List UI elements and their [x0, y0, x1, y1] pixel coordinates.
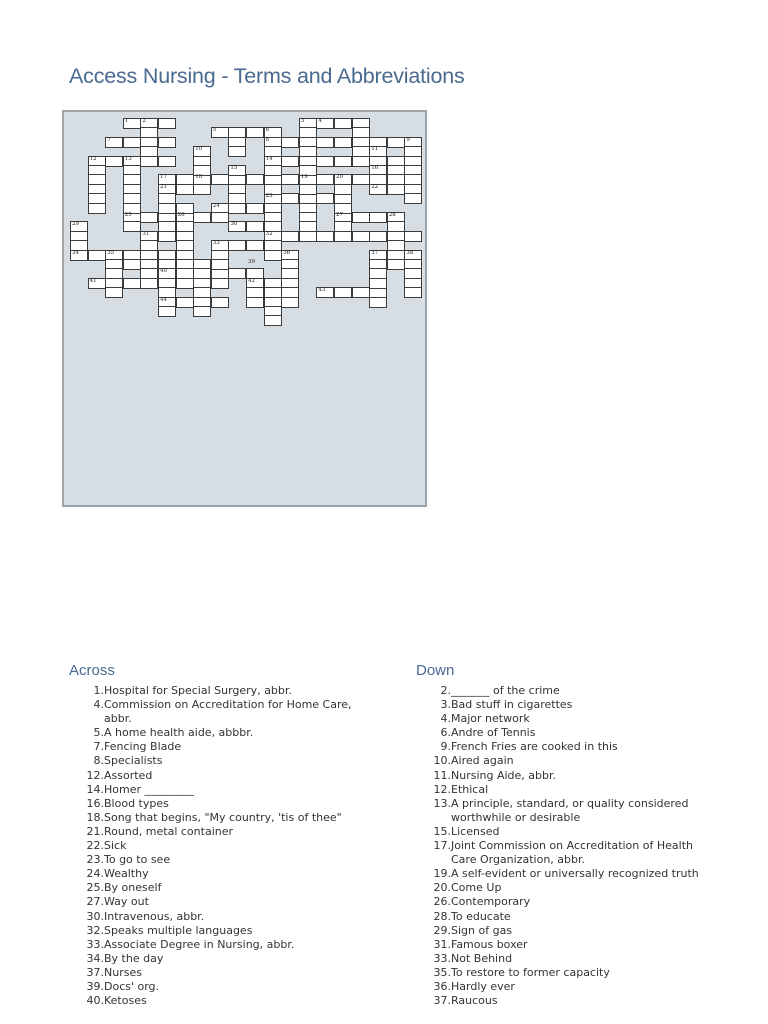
clue-number-label: 3 — [300, 118, 305, 124]
grid-cell[interactable] — [316, 193, 334, 204]
clue-number-label: 20 — [336, 174, 343, 181]
clue-number-label: 16 — [371, 165, 379, 171]
clue-item — [86, 909, 354, 924]
clue-text: Joint Commission on Accreditation of Health Care Organization, abbr. — [451, 839, 693, 867]
clue-number-label: 14 — [265, 155, 273, 162]
grid-cell[interactable] — [369, 146, 387, 157]
grid-cell[interactable] — [264, 250, 282, 261]
grid-cell[interactable] — [352, 287, 370, 298]
clue-number: 11. — [433, 768, 451, 782]
clue-text: Speaks multiple languages — [104, 923, 253, 937]
clue-number-label: 27 — [336, 212, 343, 218]
clue-item — [93, 684, 354, 698]
clue-number: 37. — [433, 994, 451, 1008]
clue-text: Famous boxer — [451, 937, 528, 951]
grid-cell[interactable] — [211, 174, 229, 185]
clue-item — [433, 923, 701, 938]
clue-text: Specialists — [104, 754, 163, 768]
clue-number-label: 19 — [300, 174, 308, 181]
clue-item — [86, 782, 354, 797]
grid-cell[interactable] — [387, 184, 405, 195]
clue-number: 12. — [433, 782, 451, 796]
clue-number: 18. — [86, 810, 104, 824]
clue-item — [93, 754, 354, 768]
grid-cell[interactable] — [334, 221, 352, 232]
grid-cell[interactable] — [176, 278, 194, 289]
clue-item — [433, 754, 701, 768]
clue-item — [433, 768, 701, 783]
clue-item — [86, 796, 354, 811]
grid-cell[interactable] — [334, 231, 352, 242]
grid-cell[interactable] — [70, 250, 88, 261]
grid-cell[interactable] — [123, 118, 141, 129]
clue-text: Ethical — [451, 782, 489, 796]
grid-cell[interactable] — [316, 287, 334, 298]
clue-text: To restore to former capacity — [451, 965, 610, 979]
clue-item — [433, 867, 701, 881]
clue-number: 28. — [433, 909, 451, 923]
clue-number: 37. — [86, 965, 104, 979]
clue-item — [433, 839, 701, 867]
clue-number-label: 43 — [318, 287, 326, 294]
clue-number-label: 41 — [89, 277, 97, 284]
clue-text: Hardly ever — [451, 979, 515, 993]
clue-item — [433, 895, 701, 909]
grid-cell[interactable] — [334, 137, 352, 148]
clue-number-label: 6 — [265, 127, 270, 134]
grid-cell[interactable] — [352, 212, 370, 223]
clue-item — [86, 994, 354, 1008]
clue-item — [440, 712, 701, 726]
clue-number: 31. — [433, 937, 451, 951]
page-title: Access Nursing - Terms and Abbreviations — [69, 64, 465, 88]
clue-text: Blood types — [104, 796, 169, 810]
grid-cell[interactable] — [105, 156, 123, 167]
clue-number: 3. — [440, 698, 451, 712]
clue-text: Come Up — [451, 881, 502, 895]
grid-cell[interactable] — [334, 156, 352, 167]
clue-number: 21. — [86, 824, 104, 838]
grid-cell[interactable] — [387, 259, 405, 270]
clue-number-label: 35 — [107, 249, 115, 256]
clue-item — [433, 909, 701, 924]
clue-number-label: 7 — [107, 136, 111, 143]
grid-cell[interactable] — [334, 184, 352, 195]
grid-cell[interactable] — [352, 231, 370, 242]
grid-cell[interactable] — [211, 212, 229, 223]
clue-item — [433, 951, 701, 966]
grid-cell[interactable] — [264, 184, 282, 195]
clue-item — [86, 824, 354, 839]
clue-text: Licensed — [451, 824, 500, 838]
grid-cell[interactable] — [334, 203, 352, 214]
clue-number-label: 39 — [248, 259, 255, 265]
grid-cell[interactable] — [123, 278, 141, 289]
clue-number-label: 26 — [177, 212, 185, 218]
clue-number: 22. — [86, 839, 104, 853]
grid-cell[interactable] — [299, 231, 317, 242]
down-clue-list — [433, 684, 701, 1008]
grid-cell[interactable] — [352, 127, 370, 138]
across-heading: Across — [69, 662, 115, 679]
grid-cell[interactable] — [193, 184, 211, 195]
clue-number-label: 9 — [406, 136, 410, 143]
clue-number-label: 15 — [230, 165, 238, 171]
clue-number-label: 37 — [371, 249, 379, 256]
clue-number: 8. — [93, 754, 104, 768]
clue-number-label: 17 — [160, 174, 167, 181]
grid-cell[interactable] — [158, 203, 176, 214]
clue-text: French Fries are cooked in this — [451, 740, 618, 754]
grid-cell[interactable] — [246, 174, 264, 185]
clue-text: Wealthy — [104, 867, 149, 881]
clue-number: 25. — [86, 881, 104, 895]
clue-number: 10. — [433, 754, 451, 768]
clue-text: Fencing Blade — [104, 740, 182, 754]
clue-item — [433, 965, 701, 980]
grid-cell[interactable] — [404, 231, 422, 242]
clue-number: 33. — [86, 937, 104, 951]
clue-number: 35. — [433, 965, 451, 979]
clue-item — [86, 951, 354, 966]
clue-text: Associate Degree in Nursing, abbr. — [104, 937, 295, 951]
clue-number: 32. — [86, 923, 104, 937]
clue-text: Nurses — [104, 965, 142, 979]
grid-cell[interactable] — [105, 287, 123, 298]
grid-cell[interactable] — [264, 315, 282, 326]
clue-number-label: 36 — [283, 249, 291, 256]
grid-cell[interactable] — [193, 212, 211, 223]
grid-cell[interactable] — [105, 268, 123, 279]
clue-number: 15. — [433, 824, 451, 838]
clue-number-label: 4 — [318, 118, 322, 124]
clue-text: _______ of the crime — [451, 684, 560, 697]
clue-number-label: 13 — [124, 155, 132, 162]
grid-cell[interactable] — [228, 146, 246, 157]
clue-text: To go to see — [104, 853, 171, 867]
clue-number: 23. — [86, 853, 104, 867]
clue-number-label: 11 — [371, 146, 379, 153]
grid-cell[interactable] — [299, 127, 317, 138]
clue-text: Raucous — [451, 994, 498, 1008]
clue-text: To educate — [451, 909, 511, 923]
clue-item — [440, 726, 701, 740]
clue-number: 20. — [433, 881, 451, 895]
grid-cell[interactable] — [140, 268, 158, 279]
clue-text: Round, metal container — [104, 824, 234, 838]
clue-item — [86, 867, 354, 881]
clue-number: 2. — [440, 684, 451, 697]
clue-text: Nursing Aide, abbr. — [451, 768, 556, 782]
clue-item — [433, 824, 701, 839]
clue-number: 12. — [86, 768, 104, 782]
clue-number: 17. — [433, 839, 451, 853]
grid-cell[interactable] — [246, 297, 264, 308]
grid-cell[interactable] — [140, 278, 158, 289]
clue-number-label: 32 — [265, 230, 273, 237]
clue-number-label: 23 — [265, 193, 273, 200]
grid-cell[interactable] — [246, 203, 264, 214]
grid-cell[interactable] — [281, 297, 299, 308]
clue-number: 33. — [433, 951, 451, 965]
clue-number: 40. — [86, 994, 104, 1008]
clue-number-label: 18 — [195, 174, 203, 181]
grid-cell[interactable] — [387, 137, 405, 148]
grid-cell[interactable] — [281, 156, 299, 167]
grid-cell[interactable] — [123, 137, 141, 148]
grid-cell[interactable] — [211, 297, 229, 308]
clue-number-label: 31 — [142, 230, 150, 237]
grid-cell[interactable] — [369, 184, 387, 195]
grid-cell[interactable] — [246, 221, 264, 232]
grid-cell[interactable] — [369, 212, 387, 223]
grid-cell[interactable] — [88, 250, 106, 261]
grid-cell[interactable] — [228, 165, 246, 176]
clue-number-label: 34 — [72, 249, 79, 256]
clue-text: Ketoses — [104, 994, 147, 1008]
clue-item — [93, 740, 354, 754]
clue-number-label: 42 — [248, 277, 255, 284]
clue-item — [86, 881, 354, 895]
clue-item — [86, 979, 354, 994]
clue-number-label: 25 — [124, 212, 132, 218]
clue-number-label: 1 — [124, 118, 129, 124]
clue-item — [86, 923, 354, 938]
grid-cell[interactable] — [352, 174, 370, 185]
grid-cell[interactable] — [88, 203, 106, 214]
clue-item — [86, 965, 354, 980]
grid-cell[interactable] — [264, 221, 282, 232]
grid-cell[interactable] — [176, 297, 194, 308]
grid-cell[interactable] — [88, 278, 106, 289]
grid-cell[interactable] — [211, 127, 229, 138]
clue-number: 5. — [93, 726, 104, 740]
clue-number: 9. — [440, 740, 451, 754]
grid-cell[interactable] — [281, 231, 299, 242]
clue-item — [86, 839, 354, 853]
grid-cell[interactable] — [176, 240, 194, 251]
clue-item — [440, 740, 701, 754]
grid-cell[interactable] — [246, 240, 264, 251]
grid-cell[interactable] — [281, 268, 299, 279]
grid-cell[interactable] — [228, 268, 246, 279]
clue-item — [86, 895, 354, 909]
clue-text: Commission on Accreditation for Home Care, abbr. — [104, 698, 352, 726]
grid-cell[interactable] — [228, 240, 246, 251]
across-clue-list — [86, 684, 354, 1008]
grid-cell[interactable] — [387, 221, 405, 232]
grid-cell[interactable] — [264, 165, 282, 176]
grid-cell[interactable] — [316, 231, 334, 242]
grid-cell[interactable] — [140, 146, 158, 157]
clue-number-label: 21 — [160, 183, 167, 190]
clue-number-label: 40 — [160, 268, 167, 275]
grid-cell[interactable] — [158, 156, 176, 167]
clue-number: 4. — [440, 712, 451, 726]
clue-number-label: 8 — [265, 136, 270, 143]
clue-number: 14. — [86, 782, 104, 796]
clue-number-label: 38 — [406, 249, 414, 256]
grid-cell[interactable] — [123, 203, 141, 214]
grid-cell[interactable] — [158, 287, 176, 298]
clue-text: A self-evident or universally recognized truth — [451, 867, 699, 881]
clue-number: 19. — [433, 867, 451, 881]
grid-cell[interactable] — [228, 203, 246, 214]
clue-text: Not Behind — [451, 951, 513, 965]
clue-number-label: 2 — [142, 118, 146, 124]
grid-cell[interactable] — [334, 287, 352, 298]
clue-number-label: 24 — [212, 202, 220, 209]
clue-number: 30. — [86, 909, 104, 923]
grid-cell[interactable] — [281, 137, 299, 148]
clue-text: Homer _________ — [104, 782, 195, 796]
grid-cell[interactable] — [123, 221, 141, 232]
grid-cell[interactable] — [140, 156, 158, 167]
clue-text: Major network — [451, 712, 530, 726]
clue-number-label: 10 — [195, 146, 203, 153]
clue-item — [86, 853, 354, 867]
grid-cell[interactable] — [105, 137, 123, 148]
grid-cell[interactable] — [158, 231, 176, 242]
grid-cell[interactable] — [281, 174, 299, 185]
clue-text: Intravenous, abbr. — [104, 909, 205, 923]
grid-cell[interactable] — [176, 184, 194, 195]
clue-number: 39. — [86, 979, 104, 993]
grid-cell[interactable] — [404, 193, 422, 204]
grid-cell[interactable] — [299, 146, 317, 157]
grid-cell[interactable] — [140, 212, 158, 223]
clue-text: A home health aide, abbbr. — [104, 726, 254, 740]
clue-item — [433, 979, 701, 994]
clue-number: 4. — [93, 698, 104, 712]
grid-cell[interactable] — [352, 146, 370, 157]
clue-item — [433, 994, 701, 1008]
grid-cell[interactable] — [158, 137, 176, 148]
grid-cell[interactable] — [316, 137, 334, 148]
clue-item — [93, 698, 354, 726]
clue-number: 27. — [86, 895, 104, 909]
clue-text: A principle, standard, or quality considered worthwhile or desirable — [451, 796, 689, 824]
clue-number-label: 28 — [388, 212, 396, 218]
clue-number: 1. — [93, 684, 104, 697]
grid-cell[interactable] — [316, 118, 334, 129]
clue-item — [86, 768, 354, 783]
grid-cell[interactable] — [140, 240, 158, 251]
clue-number-label: 22 — [371, 183, 379, 190]
clue-number-label: 33 — [212, 240, 220, 247]
grid-cell[interactable] — [299, 221, 317, 232]
clue-number: 24. — [86, 867, 104, 881]
grid-cell[interactable] — [404, 146, 422, 157]
clue-text: Contemporary — [451, 895, 531, 909]
clue-number: 6. — [440, 726, 451, 740]
clue-text: Bad stuff in cigarettes — [451, 698, 573, 712]
grid-cell[interactable] — [211, 259, 229, 270]
grid-cell[interactable] — [264, 146, 282, 157]
grid-cell[interactable] — [123, 259, 141, 270]
grid-cell[interactable] — [158, 118, 176, 129]
clue-text: Hospital for Special Surgery, abbr. — [104, 684, 292, 697]
grid-cell[interactable] — [281, 193, 299, 204]
grid-cell[interactable] — [140, 127, 158, 138]
clue-text: Docs' org. — [104, 979, 160, 993]
grid-cell[interactable] — [70, 240, 88, 251]
clue-number-label: 12 — [89, 155, 97, 162]
grid-cell[interactable] — [404, 287, 422, 298]
grid-cell[interactable] — [316, 174, 334, 185]
clue-number: 13. — [433, 796, 451, 810]
clue-item — [440, 698, 701, 712]
grid-cell[interactable] — [246, 127, 264, 138]
clue-item — [433, 796, 701, 825]
clue-number-label: 30 — [230, 221, 238, 228]
crossword-grid — [62, 110, 427, 507]
clue-number: 7. — [93, 740, 104, 754]
grid-cell[interactable] — [176, 203, 194, 214]
grid-cell[interactable] — [246, 268, 264, 279]
clue-text: By the day — [104, 951, 164, 965]
clue-text: Sick — [104, 839, 127, 853]
clue-text: Assorted — [104, 768, 153, 782]
clue-text: Sign of gas — [451, 923, 513, 937]
grid-cell[interactable] — [352, 156, 370, 167]
grid-cell[interactable] — [158, 306, 176, 317]
clue-number: 29. — [433, 923, 451, 937]
clue-text: By oneself — [104, 881, 162, 895]
clue-number-label: 29 — [72, 221, 79, 228]
down-heading: Down — [416, 662, 455, 679]
grid-cell[interactable] — [299, 184, 317, 195]
grid-cell[interactable] — [369, 297, 387, 308]
clue-text: Andre of Tennis — [451, 726, 536, 740]
clue-item — [86, 937, 354, 952]
grid-cell[interactable] — [193, 306, 211, 317]
clue-item — [433, 782, 701, 797]
grid-cell[interactable] — [299, 165, 317, 176]
grid-cell[interactable] — [211, 278, 229, 289]
clue-item — [433, 937, 701, 952]
grid-cell[interactable] — [316, 156, 334, 167]
clue-item — [433, 881, 701, 895]
clue-number: 16. — [86, 796, 104, 810]
grid-cell[interactable] — [228, 193, 246, 204]
clue-number-label: 44 — [160, 296, 167, 303]
grid-cell[interactable] — [228, 221, 246, 232]
clue-text: Way out — [104, 895, 149, 909]
clue-text: Song that begins, "My country, 'tis of thee" — [104, 810, 342, 824]
grid-cell[interactable] — [369, 278, 387, 289]
clue-item — [93, 726, 354, 740]
grid-cell[interactable] — [334, 118, 352, 129]
clue-item — [86, 810, 354, 825]
clue-item — [440, 684, 701, 698]
clue-number: 34. — [86, 951, 104, 965]
grid-cell[interactable] — [369, 231, 387, 242]
clue-text: Aired again — [451, 754, 514, 768]
grid-cell[interactable] — [193, 287, 211, 298]
clue-number: 26. — [433, 895, 451, 909]
grid-cell[interactable] — [193, 165, 211, 176]
clue-number-label: 5 — [212, 127, 217, 134]
clue-number: 36. — [433, 979, 451, 993]
